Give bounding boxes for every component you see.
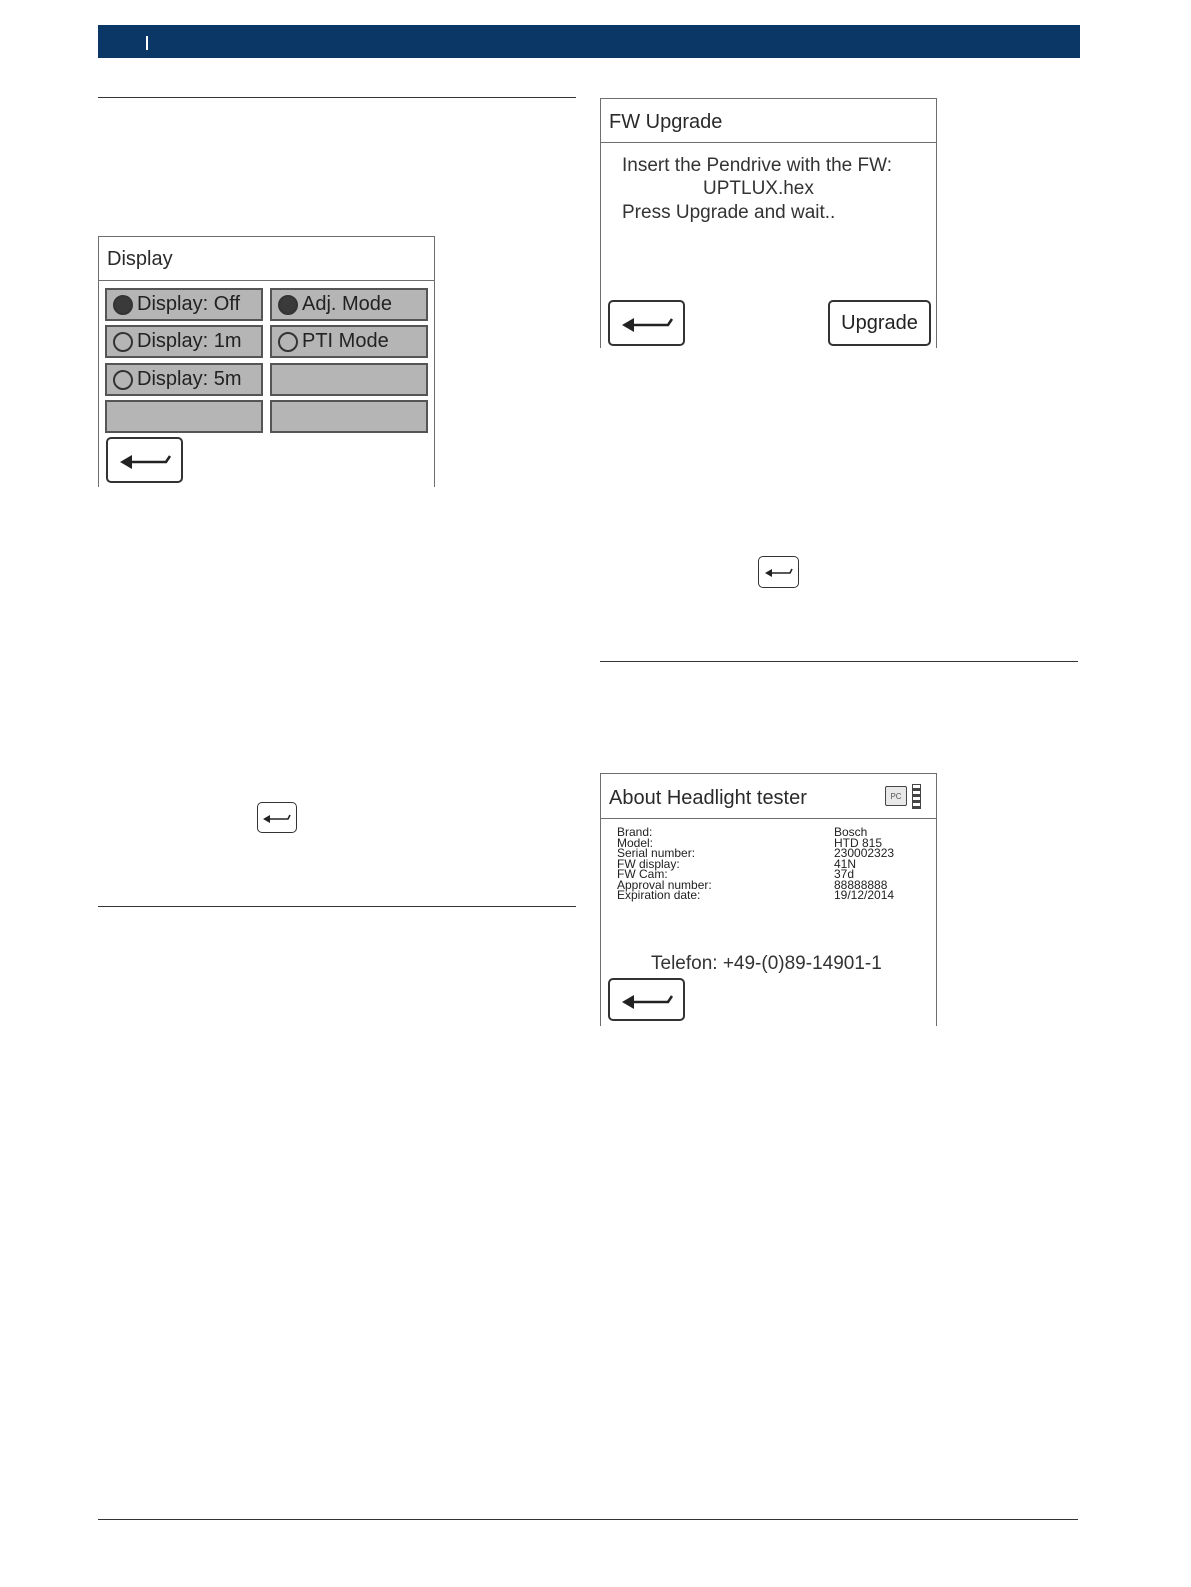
radio-selected-icon [113, 295, 133, 315]
about-value: 88888888 [834, 877, 888, 892]
about-title: About Headlight tester [601, 774, 936, 819]
empty-button[interactable] [105, 400, 263, 433]
adj-mode-button[interactable] [270, 288, 428, 321]
about-value: 41N [834, 856, 857, 871]
empty-button[interactable] [270, 363, 428, 396]
fw-upgrade-title: FW Upgrade [601, 99, 936, 143]
fw-filename: UPTLUX.hex [703, 178, 814, 199]
empty-button[interactable] [270, 400, 428, 433]
section-rule [98, 906, 576, 907]
back-button[interactable] [106, 437, 183, 483]
button-label: Display: Off [137, 293, 240, 315]
display-1m-button[interactable] [105, 325, 263, 358]
return-key-icon [758, 556, 799, 588]
return-key-icon [257, 802, 297, 833]
about-label: Brand: [617, 825, 653, 839]
about-value: HTD 815 [834, 835, 883, 850]
about-value: 230002323 [834, 846, 895, 860]
back-button[interactable] [608, 300, 685, 346]
fw-upgrade-screen [600, 98, 937, 348]
display-5m-button[interactable] [105, 363, 263, 396]
about-label: FW Cam: [617, 867, 668, 881]
about-label: Expiration date: [617, 888, 701, 902]
pti-mode-button[interactable] [270, 325, 428, 358]
button-label: Adj. Mode [302, 293, 393, 315]
section-rule [600, 661, 1078, 662]
return-arrow-icon [262, 811, 292, 825]
button-label: Display: 1m [137, 330, 242, 352]
about-label: Approval number: [617, 877, 712, 892]
display-screen [98, 236, 435, 487]
return-arrow-icon [764, 565, 794, 579]
footer-rule [98, 1519, 1078, 1520]
return-arrow-icon [118, 450, 172, 470]
button-label: PTI Mode [302, 330, 389, 352]
pc-connection-icon [885, 786, 907, 806]
phone-number: Telefon: +49-(0)89-14901-1 [651, 953, 882, 974]
header-band [98, 25, 1080, 58]
radio-unselected-icon [113, 370, 133, 390]
display-screen-title: Display [99, 237, 434, 281]
radio-unselected-icon [278, 332, 298, 352]
about-value: 37d [834, 867, 855, 881]
battery-icon [912, 784, 921, 809]
about-label: Serial number: [617, 846, 696, 860]
fw-instruction-line: Press Upgrade and wait.. [622, 202, 836, 223]
radio-selected-icon [278, 295, 298, 315]
upgrade-button[interactable]: Upgrade [828, 300, 931, 346]
return-arrow-icon [620, 990, 674, 1010]
about-value: Bosch [834, 825, 868, 839]
fw-instruction-line: Insert the Pendrive with the FW: [622, 155, 892, 176]
pc-icon-label: PC [890, 791, 902, 801]
about-label: FW display: [617, 856, 680, 871]
return-arrow-icon [620, 313, 674, 333]
about-label: Model: [617, 835, 654, 850]
about-value: 19/12/2014 [834, 888, 895, 902]
header-separator [146, 36, 148, 50]
back-button[interactable] [608, 978, 685, 1021]
display-off-button[interactable] [105, 288, 263, 321]
about-screen [600, 773, 937, 1026]
section-rule [98, 97, 576, 98]
button-label: Display: 5m [137, 368, 242, 390]
radio-unselected-icon [113, 332, 133, 352]
